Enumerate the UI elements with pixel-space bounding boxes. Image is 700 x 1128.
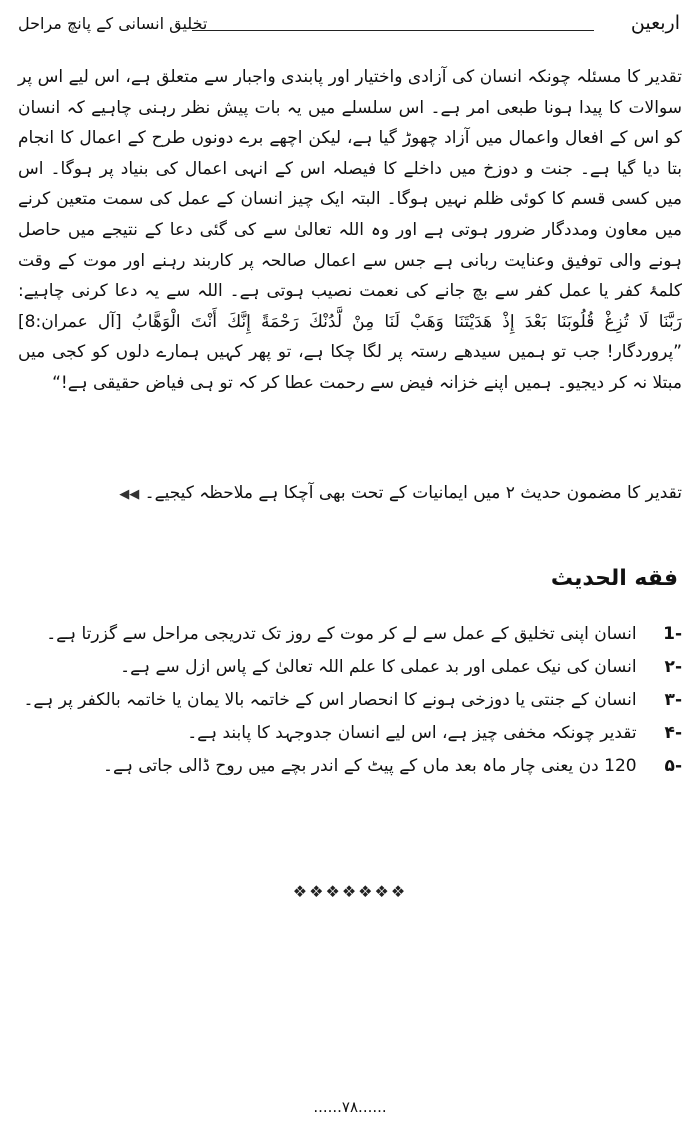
main-paragraph [18, 62, 682, 399]
item-number: -۳ [664, 690, 682, 710]
page-number: ......۷۸...... [313, 1098, 387, 1116]
main-paragraph-block [18, 62, 682, 399]
section-heading: فقه الحديث [550, 566, 678, 591]
list-item [18, 684, 682, 717]
double-arrow-icon: ◀◀ [119, 487, 140, 502]
item-text: انسان اپنی تخلیق کے عمل سے لے کر موت کے روز تک تدریجی مراحل سے گزرتا ہے۔ [46, 624, 637, 644]
list-item [18, 717, 682, 750]
paragraph-text: تقدیر کا مسئلہ چونکہ انسان کی آزادی واختیار اور پابندی واجبار سے متعلق ہے، اس لیے اس پر سوالات کا پیدا ہونا طبعی امر ہے۔ اس سلسلے میں یہ بات پیش نظر رہنی چاہیے کہ انسان کو اس کے افعال واعمال میں آزاد چھوڑ گیا ہے، لیکن اچھے برے دونوں طرح کے اعمال کا انجام بتا دیا گیا ہے۔ جنت و دوزخ میں داخلے کا فیصلہ اس کے انہی اعمال کی بنیاد پر ہوگا۔ اس میں کسی قسم کا کوئی ظلم نہیں ہوگا۔ البتہ ایک چیز انسان کے عمل کی سمت متعین کرنے میں معاون ومددگار ضرور ہوتی ہے اور وہ اللہ تعالیٰ سے کی گئی دعا کے نتیجے میں حاصل ہونے والی توفیق وعنایت ربانی ہے جس سے اعمال صالحہ پر کاربند رہنے اور موت کے وقت کلمۂ کفر یا عمل کفر سے بچ جانے کی نعمت نصیب ہوتی ہے۔ اللہ سے یہ دعا کرنی چاہیے: [18, 67, 682, 302]
verse-translation: ”پروردگار! جب تو ہمیں سیدھے رستہ پر لگا چکا ہے، تو پھر کہیں ہمارے دلوں کو کجی میں مبتلا نہ کر دیجیو۔ ہمیں اپنے خزانہ فیض سے رحمت عطا کر کہ تو ہی فیاض حقیقی ہے!“ [18, 342, 682, 393]
list-item [18, 651, 682, 684]
note-text: تقدیر کا مضمون حدیث ۲ میں ایمانیات کے تحت بھی آچکا ہے ملاحظہ کیجیے۔ [144, 483, 682, 503]
list-item [18, 618, 682, 651]
item-text: انسان کی نیک عملی اور بد عملی کا علم اللہ تعالیٰ کے پاس ازل سے ہے۔ [120, 657, 637, 677]
list-item [18, 750, 682, 783]
chapter-title: تخلیق انسانی کے پانچ مراحل [18, 14, 208, 33]
book-title: اربعین [630, 12, 680, 34]
item-number: -۵ [664, 756, 682, 776]
item-number: -۴ [664, 723, 682, 743]
running-header [14, 8, 686, 44]
verse-reference: [آل عمران:8] [18, 311, 122, 332]
item-text: تقدیر چونکہ مخفی چیز ہے، اس لیے انسان جدوجہد کا پابند ہے۔ [187, 723, 637, 743]
quran-verse: رَبَّنَا لَا تُزِغْ قُلُوبَنَا بَعْدَ إِذْ هَدَيْتَنَا وَهَبْ لَنَا مِنْ لَّدُنْكَ رَحْمَةً إِنَّكَ أَنْتَ الْوَهَّابُ [131, 311, 682, 332]
header-rule [192, 30, 594, 31]
item-text: انسان کے جنتی یا دوزخی ہونے کا انحصار اس کے خاتمہ بالا یمان یا خاتمہ بالکفر پر ہے۔ [23, 690, 637, 710]
item-number: -۲ [664, 657, 682, 677]
fiqh-points-list [18, 618, 682, 783]
item-text: 120 دن یعنی چار ماہ بعد ماں کے پیٹ کے اندر بچے میں روح ڈالی جاتی ہے۔ [103, 756, 637, 776]
item-number: -1 [663, 624, 682, 644]
section-ornament: ❖❖❖❖❖❖❖ [292, 882, 408, 901]
cross-reference-note [18, 478, 682, 510]
